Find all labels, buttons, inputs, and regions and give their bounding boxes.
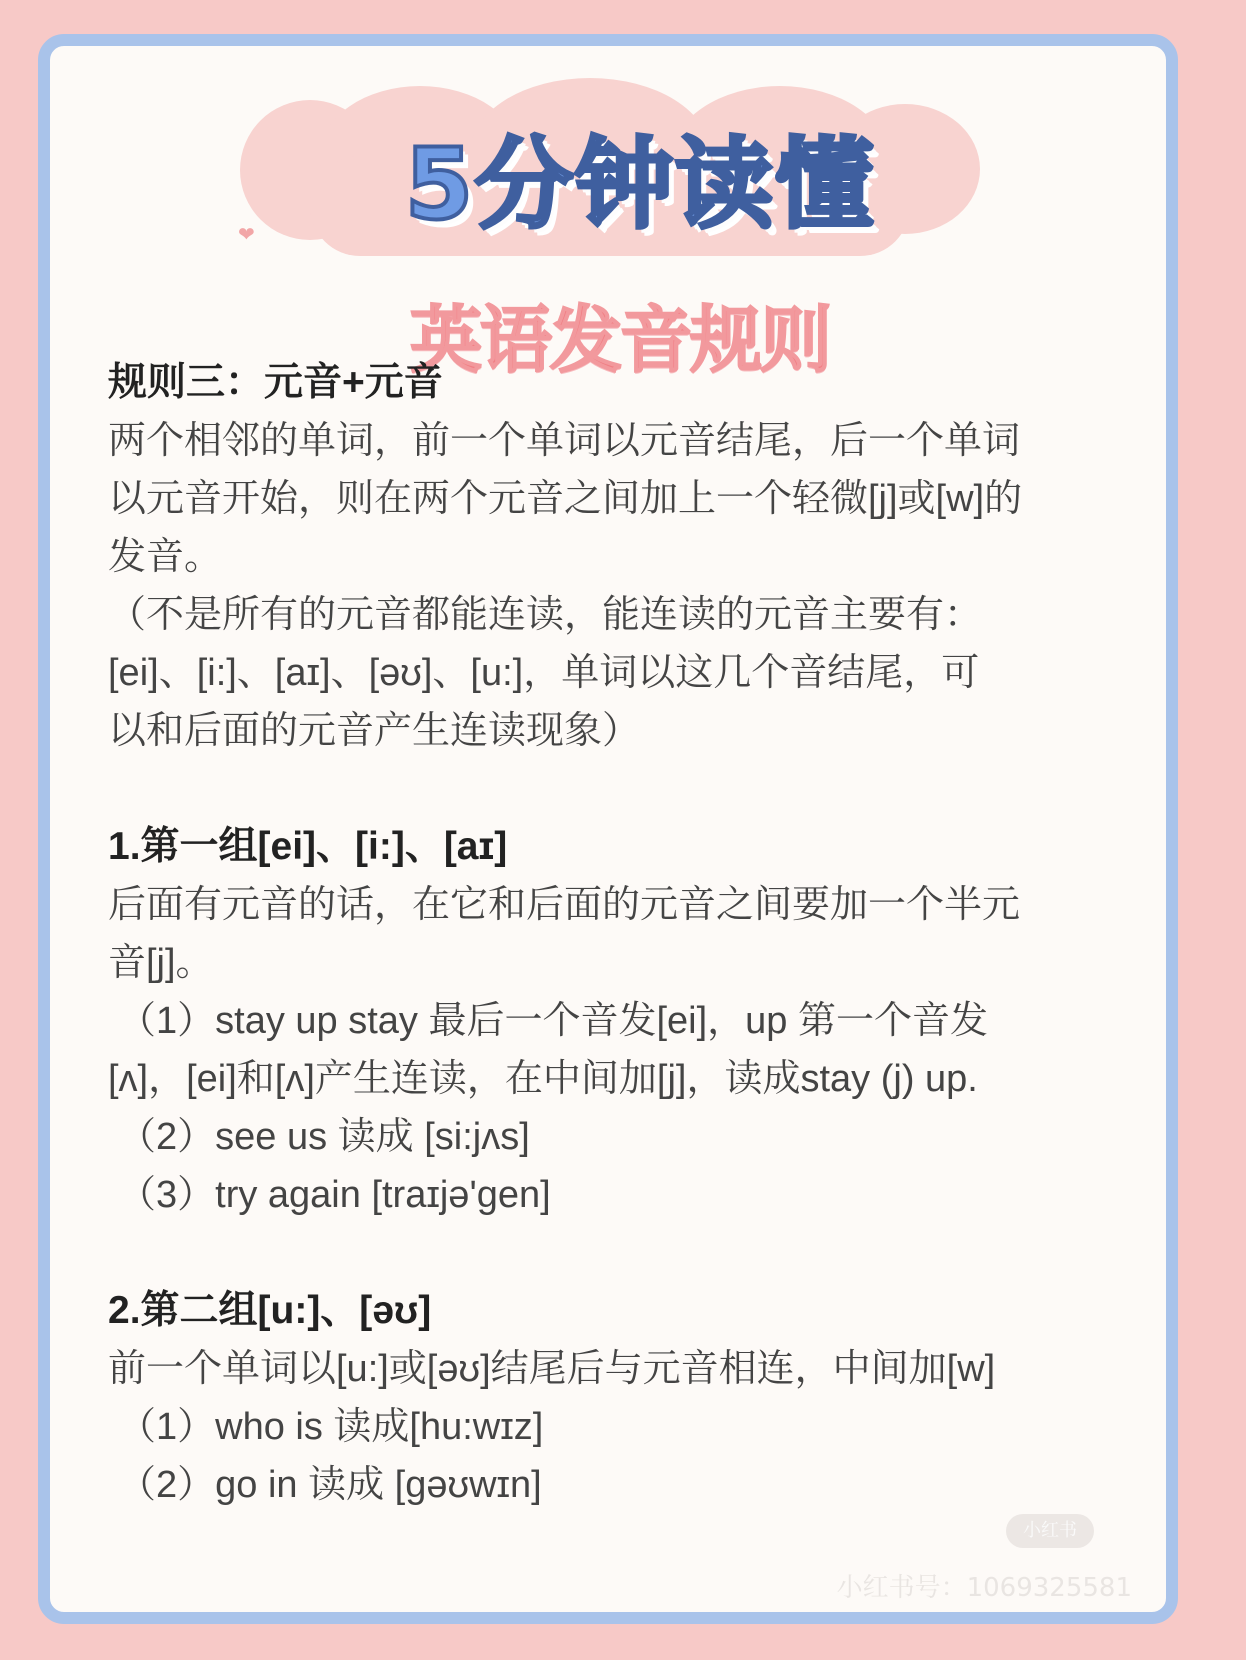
article-body	[108, 354, 1108, 1514]
rule-heading: 规则三：元音+元音	[108, 361, 443, 404]
heart-icon: ❤	[238, 222, 255, 246]
group2-example: （1）who is 读成[hu:wɪz]	[118, 1406, 544, 1448]
group2-example: （2）go in 读成 [gəʊwɪn]	[118, 1464, 542, 1506]
group1-heading: 1.第一组[ei]、[i:]、[aɪ]	[108, 825, 508, 868]
intro-line: 以元音开始，则在两个元音之间加上一个轻微[j]或[w]的	[108, 478, 1023, 520]
group1-line: 后面有元音的话，在它和后面的元音之间要加一个半元	[108, 884, 1021, 926]
group1-line: [ʌ]，[ei]和[ʌ]产生连读，在中间加[j]，读成stay (j) up.	[108, 1058, 978, 1100]
section-spacer	[108, 1224, 1108, 1282]
watermark-text: 小红书号：1069325581	[836, 1573, 1132, 1603]
intro-line: 发音。	[108, 536, 223, 578]
group1-example: （1）stay up stay 最后一个音发[ei]，up 第一个音发	[118, 1000, 988, 1042]
group1-line: 音[j]。	[108, 942, 214, 984]
page-title: 5分钟读懂	[404, 128, 876, 242]
watermark-logo: 小红书	[1006, 1514, 1094, 1548]
page-subtitle: 英语发音规则	[409, 298, 830, 382]
section-spacer	[108, 760, 1108, 818]
intro-line: 两个相邻的单词，前一个单词以元音结尾，后一个单词	[108, 420, 1021, 462]
group1-example: （3）try again [traɪjə'gen]	[118, 1174, 551, 1216]
group2-heading: 2.第二组[u:]、[əʊ]	[108, 1289, 432, 1332]
content-card	[38, 34, 1178, 1624]
intro-line: [ei]、[i:]、[aɪ]、[əʊ]、[u:]，单词以这几个音结尾，可	[108, 652, 980, 694]
group2-line: 前一个单词以[u:]或[əʊ]结尾后与元音相连，中间加[w]	[108, 1348, 996, 1390]
group1-example: （2）see us 读成 [si:jʌs]	[118, 1116, 530, 1158]
intro-line: 以和后面的元音产生连读现象）	[108, 710, 641, 752]
intro-line: （不是所有的元音都能连读，能连读的元音主要有：	[108, 594, 983, 636]
